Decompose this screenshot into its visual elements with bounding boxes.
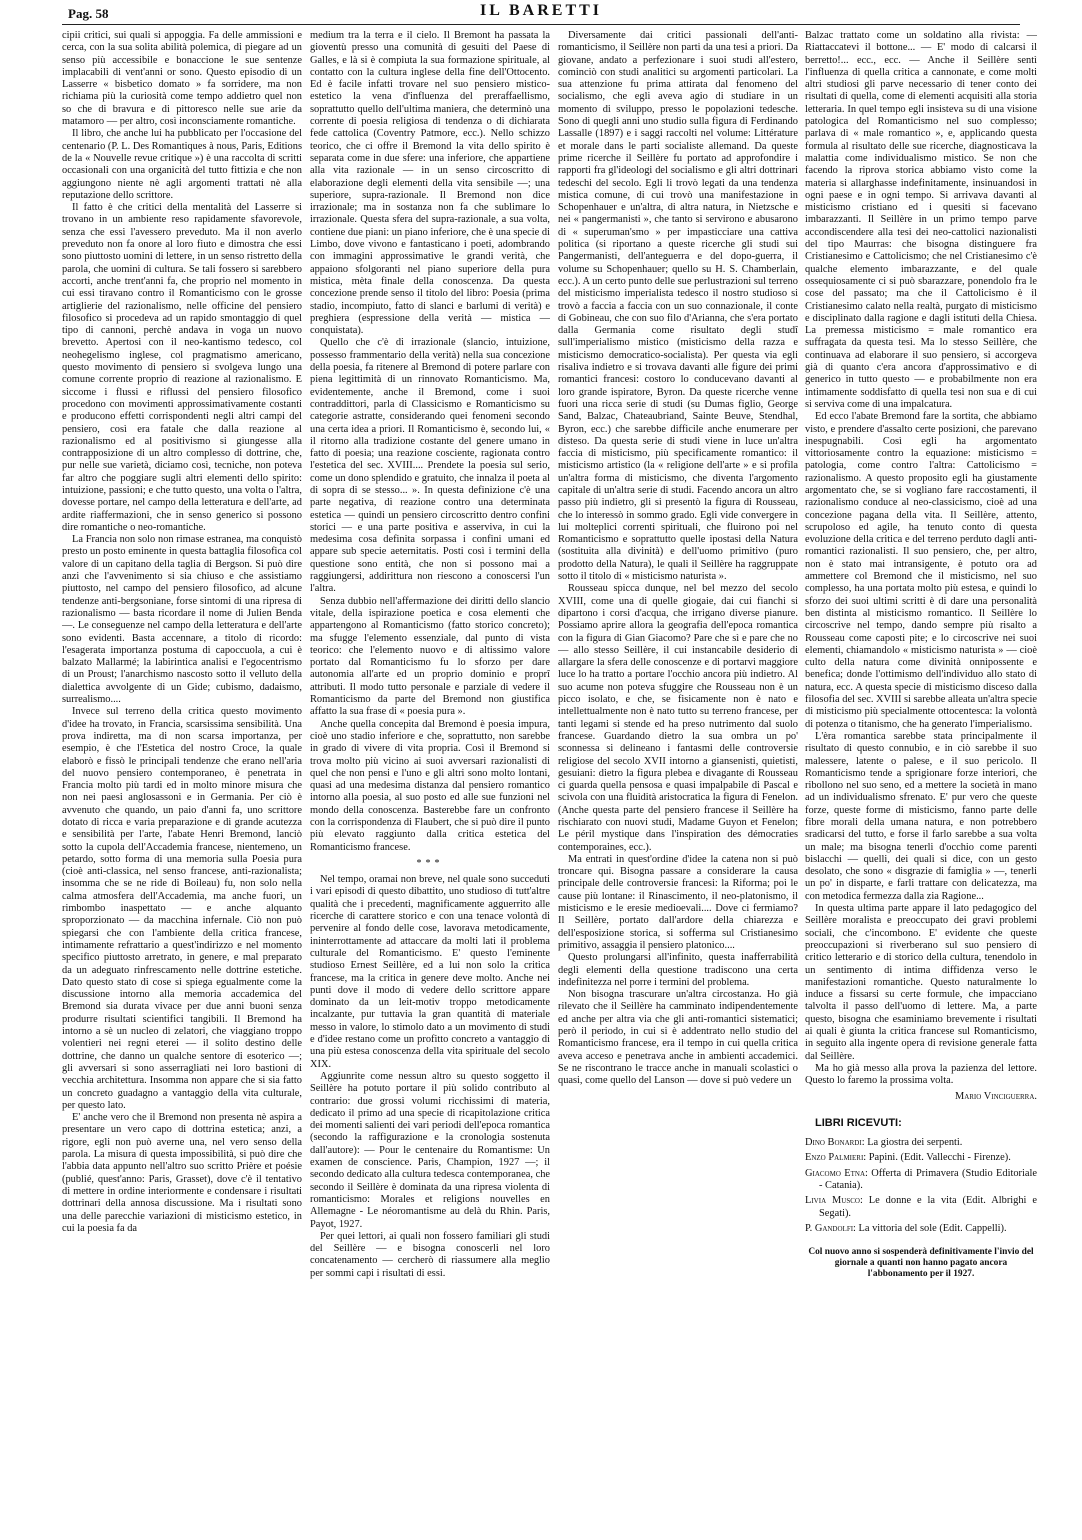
paragraph: Senza dubbio nell'affermazione dei diritti dello slancio vitale, della ispirazione poetica e cosa elementi che appartengono al Romanticismo (fatto storico concreto); ma sfugge l'elemento essenziale, dal punto di vista teorico: che l'elemento nuovo e di altissimo valore portato dal Romanticismo fu lo sforzo per dare autonomia all'arte ed un proprio dominio e proprî attributi. Il modo tutto personale e parziale di vedere il Romanticismo da parte del Bremond non giustifica affatto la sua frase di « poesia pura ».: [310, 595, 550, 718]
paragraph: cipii critici, sui quali si appoggia. Fa delle ammissioni e cerca, con la sua solita abilità polemica, di piegare ad un senso più accessibile e bonaccione le sue sentenze implacabili di vent'anni or sono. Questo episodio di un Lasserre « bisbetico domato » fa sorridere, ma non richiama più la curiosità come tempo addietro quel non so che di bravura e di pittoresco nelle sue arie da matamoro — per altro, così inconsciamente romantiche.: [62, 30, 302, 128]
paragraph: medium tra la terra e il cielo. Il Bremont ha passata la gioventù presso una comunità di gesuiti del Paese di Galles, e là si è compiuta la sua formazione spirituale, al contatto con la cultura inglese della fine dell'Ottocento. Ed è facile infatti trovare nel suo pensiero mistico-estetico la vena d'influenza del preraffaellismo, soprattutto quello dell'ultima maniera, che determinò una corrente di poesia religiosa di tendenza o di dichiarata fede cattolica (Coventry Patmore, ecc.). Nello schizzo teorico, che ci offre il Bremond la vita dello spirito è separata come in due sfere: una inferiore, che appartiene alla vita razionale — in un senso circoscritto di elaborazione degli elementi della vita sensibile —; una superiore, supra-razionale. Il Bremond non dice irrazionale; ma in sostanza non fa che sublimare lo irrazionale. Questa sfera del supra-razionale, a sua volta, contiene due piani: un piano inferiore, che è una specie di Limbo, dove vivono e fantasticano i poeti, adombrando con immagini approssimative le grandi verità, che appaiono sfolgoranti nel piano superiore della pura mistica, mèta finale della conoscenza. Da questa concezione prende senso il titolo del libro: Poesia (prima stadio, incompiuto, fatto di slanci e barlumi di verità) e preghiera (espressione della verità — mistica — conquistata).: [310, 30, 550, 337]
paragraph: In questa ultima parte appare il lato pedagogico del Seillère moralista e preoccupato dei gravi problemi sociali, che c'incombono. E' evidente che queste preoccupazioni si riverberano sul suo pensiero di critico letterario e di storico della cultura, tenendolo in un sentimento di intima diffidenza verso le manifestazioni romantiche. Questo naturalmente lo induce a fissarsi su certe formule, che impacciano talvolta il passo dell'uomo di lettere. Ma, a parte questo, bisogna che esaminiamo brevemente i risultati ai quali è giunta la critica francese sul Romanticismo, in seguito alla ingente opera di revisione generale fatta dal Seillère.: [805, 903, 1037, 1062]
column-1: [62, 30, 302, 1528]
book-entry: [805, 1195, 1037, 1220]
author-signature: Mario Vinciguerra.: [954, 1090, 1037, 1102]
book-author: Livia Musco: [805, 1195, 860, 1207]
paragraph: Il libro, che anche lui ha pubblicato per l'occasione del centenario (P. L. Des Romantiques à nous, Paris, Editions de la « Nouvelle revue critique ») è una raccolta di scritti occasionali con una organicità del tutto fittizia e che non aggiungono niente nè agli argomenti trattati nè alla reputazione dello scrittore.: [62, 128, 302, 201]
book-entry: [805, 1168, 1037, 1193]
paragraph: Ma entrati in quest'ordine d'idee la catena non si può troncare qui. Bisogna passare a considerare la causa principale delle controversie francesi: la Riforma; poi le cause più lontane: il Rinascimento, il neo-platonismo, il misticismo e le eresie medioevali.... Dove ci fermiamo? Il Seillère, portato dall'ardore della chiarezza e dell'esposizione storica, si sofferma sul Cristianesimo primitivo, assaggia il pensiero platonico....: [558, 853, 798, 951]
book-author: Dino Bonardi: [805, 1137, 862, 1149]
paragraph: Diversamente dai critici passionali dell'anti-romanticismo, il Seillère non parti da una tesi a priori. Da giovane, andato a perfezionare i suoi studi all'estero, cominciò con studi analitici su argomenti particolari. La sua attenzione fu prima attirata dal fenomeno del socialismo, che egli aveva agio di studiare in un momento di sviluppo, presso le popolazioni tedesche. Sono di quegli anni uno studio sulla figura di Ferdinando Lassalle (1897) e i saggi raccolti nel volume: Littérature et morale dans le parti socialiste allemand. Da queste prime ricerche il Seillère fu portato ad approfondire i rapporti fra gl'ideologi del socialismo e gli altri dottrinari tedeschi del secolo. Egli li trovò legati da una tendenza mistica comune, di cui trovò una manifestazione in Schopenhauer e un'altra, di altra natura, in Nietzsche e nei « pangermanisti », che tanto si servirono e abusarono di « superuman'smo » per impasticciare una cattiva politica (si riportano a queste ricerche gli studi sui Pangermanisti, dell'anteguerra e del dopo-guerra, il volume su Schopenhauer; quello su H. S. Chamberlain, ecc.). A un certo punto delle sue perlustrazioni sul terreno del misticismo imperialista tedesco il nostro studioso si trovò a faccia a faccia con un suo connazionale, il conte di Gobineau, che con suo filo d'Arianna, che s'era portato dalla Germania come risultato degli studî sull'imperialismo mistico (misticismo della razza e misticismo democratico-socialista). Per questa via egli risaliva indietro e si trovava davanti alle figure dei primi romantici francesi: costoro lo conducevano davanti al loro grande ispiratore, Byron. Da queste ricerche venne fuori una ricca serie di studi (su Dumas figlio, George Sand, Balzac, Chateaubriand, Sainte Beuve, Stendhal, Byron, ecc.) che sarebbe difficile anche enumerare per disteso. Da questa serie di studi viene in luce un'altra faccia di misticismo, più specificamente romantico: il misticismo artistico (la « religione dell'arte » e si profila un'altra forma di misticismo, che diventa l'argomento capitale di un'altra serie di studi. Facendo ancora un altro passo più indietro, gli si presentò la figura di Rousseau, che lo interessò in sommo grado. Egli vide convergere in lui molteplici correnti spirituali, che fluirono poi nel Romanticismo e soprattutto quelle ipostasi della Natura (sostituita alla divinità) e dell'uomo primitivo (puro prodotto della Natura), le quali il Seillère ha raggruppate sotto il titolo di « misticismo naturista ».: [558, 30, 798, 583]
column-3: [558, 30, 798, 1528]
book-title: : La vittoria del sole (Edit. Cappelli).: [853, 1222, 1007, 1234]
book-author: Enzo Palmieri: [805, 1152, 864, 1164]
journal-title: IL BARETTI: [479, 2, 603, 19]
paragraph: Ed ecco l'abate Bremond fare la sortita, che abbiamo visto, e prendere d'assalto certe posizioni, che parevano inespugnabili. Così egli ha argomentato vittoriosamente contro la equazione: misticismo = patologia, come contro l'altra: Cattolicismo = razionalismo. A questo proposito egli ha giustamente argomentato che, se si vogliano fare raccostamenti, il razionalismo conduce al neo-classicismo, cioè ad una concezione pagana della vita. Il Seillère, attento, scrupoloso ed agile, ha tenuto conto di questa evoluzione della critica e del terreno perduto dagli anti-romantici razionalisti. Il suo pensiero, che, per altro, non è stato mai intransigente, è potuto ora ad ammettere col Bremond che il misticismo, nel suo complesso, ha una portata molto più estesa, e quindi lo sforzo dei suoi ultimi scritti è di dare una personalità ben distinta al misticismo romantico. Il Seillère lo circoscrive nel tempo, dando sempre più risalto a Rousseau come caposti pite; e lo circoscrive nei suoi elementi, chiamandolo « misticismo naturista » — cioè culto della natura come divinità onnipossente e benefica; donde l'ottimismo dell'individuo allo stato di natura, ecc. A questa specie di misticismo disceso dalla filosofia del sec. XVIII si sarebbe alleata un'altra specie di misticismo più specialmente ottocentesca: la volontà di potenza o titanismo, che ha generato l'imperialismo.: [805, 411, 1037, 730]
book-title: : Papini. (Edit. Vallecchi - Firenze).: [863, 1152, 1011, 1164]
section-separator: ***: [416, 857, 444, 869]
paragraph: Non bisogna trascurare un'altra circostanza. Ho già rilevato che il Seillère ha camminato indipendentemente ed anche per altra via che gli anti-romantici sistematici; però il periodo, in cui si è addentrato nello studio del Romanticismo francese, era il tempo in cui quella critica aveva acceso e penetrava anche in ambienti accademici. Se ne riscontrano le tracce anche in manuali scolastici o quasi, come quello del Lanson — dove si può vedere un: [558, 989, 798, 1087]
book-author: P. Gandolfi: [805, 1222, 854, 1234]
page-number: Pag. 58: [68, 6, 109, 21]
paragraph: Per quei lettori, ai quali non fossero familiari gli studi del Seillère — e bisogna conoscerli nel loro concatenamento — cercherò di riassumere alla meglio per sommi capi i risultati di essi.: [310, 1230, 550, 1279]
paragraph: Questo prolungarsi all'infinito, questa inafferrabilità degli elementi della questione tradiscono una certa indefinitezza nel porre i termini del problema.: [558, 952, 798, 988]
paragraph: Invece sul terreno della critica questo movimento d'idee ha trovato, in Francia, scarsissima sensibilità. Una prova indiretta, ma di non scarsa importanza, per esempio, è che l'Estetica del nostro Croce, la quale elaborò e fissò le principali tendenze che erano nell'aria del nuovo pensiero contemporaneo, è penetrata in Francia molto più tardi ed in molto minore misura che non nei paesi anglosassoni e in Germania. Per ciò è avvenuto che quando, un paio d'anni fa, uno scrittore dotato di ricca e varia preparazione e di grande acutezza e sensibilità per l'arte, l'abate Henri Bremond, lanciò sotto la cupola dell'Accademia francese, nientemeno, un petardo, sotto forma di una memoria sulla Poesia pura (cioè anti-classica, nel senso francese, anti-razionalista; insomma che se ne ride di Boileau) fu, non solo nella calma atmosfera dell'Accademia, ma anche fuori, un rimbombo inaspettato — e anche alquanto sproporzionato — da macchina infernale. Ciò non può spiegarsi che con l'ambiente della critica francese, intimamente refrattario a quest'indirizzo e nel momento specifico piuttosto arretrato, in genere, e mal preparato da un adeguato rinfrescamento nelle dottrine estetiche. Dato questo stato di cose si spiega egualmente come la discussione intorno alla memoria accademica del Bremond sia durata vivace per due anni buoni senza produrre risultati scientifici tangibili. Il Bremond ha intorno a sè un nucleo di zelatori, che viaggiano troppo volentieri nei regni eterei — il solito destino delle dottrine, che danno un qualche sentore di esoterico —; gli avversari si sono asserragliati nei loro bastioni di vecchia architettura. Insomma non appare che si sia fatto un concreto guadagno a vantaggio della vita culturale, per questo lato.: [62, 706, 302, 1111]
paragraph: Quello che c'è di irrazionale (slancio, intuizione, possesso frammentario della verità) nella sua concezione della poesia, fa ritenere al Bremond di potere parlare con piena legittimità di un rinnovato Romanticismo. Ma, evidentemente, anche il Bremond, come i suoi contraddittori, parla di Classicismo e Romanticismo su categorie astratte, considerando quei fenomeni secondo una certa idea a priori. Il Romanticismo è, secondo lui, « il ritorno alla tradizione costante del genere umano in fatto di poesia; una reazione cosciente, ragionata contro l'estetica del sec. XVIII.... Prendete la poesia sul serio, come un dono splendido e gratuito, che innalza il poeta al di sopra di se stesso... ». In questa definizione c'è una parte negativa, di reazione contro una determinata estetica — quindi un pensiero circoscritto dentro confini storici — e una parte positiva e asserviva, in cui la medesima cosa definita sorpassa i confini umani ed appare sub specie aeternitatis. Posti così i termini della questione sono entità, che non si possono mai a raggiungersi, addirittura non riescono a conoscersi l'un l'altra.: [310, 337, 550, 595]
paragraph: E' anche vero che il Bremond non presenta nè aspira a presentare un vero capo di dottrina estetica; anzi, a rigore, egli non può averne una, nel vero senso della parola. La misura di questa impossibilità, si può dire che l'abbia data appunto nell'altro suo scritto Prière et poésie (publié, quest'anno: Paris, Grasset), dove c'è il tentativo di mettere in ordine interiormente e condensare i risultati dottrinari della annosa discussione. Ma i risultati sono una delle parecchie variazioni di misticismo estetico, in cui la poesia fa da: [62, 1112, 302, 1234]
books-received-heading: LIBRI RICEVUTI:: [815, 1116, 902, 1129]
subscription-notice: Col nuovo anno si sospenderà definitivamente l'invio del giornale a quanti non hanno pagato ancora l'abbonamento per il 1927.: [808, 1247, 1034, 1280]
column-4: [805, 30, 1037, 1528]
book-title: : La giostra dei serpenti.: [861, 1137, 963, 1149]
paragraph: Anche quella concepita dal Bremond è poesia impura, cioè uno stadio inferiore e che, soprattutto, non sarebbe in grado di vivere di vita propria. Così il Bremond si trova molto più vicino ai suoi avversari razionalisti di quel che non pensi e l'uno e gli altri sono molto lontani, quasi ad una medesima distanza dal pensiero romantico intorno alla poesia, al suo posto ed alle sue funzioni nel mondo della conoscenza. Basterebbe fare un confronto con la corrispondenza di Flaubert, che si può dire il punto più elevato raggiunto dalla critica estetica del Romanticismo francese.: [310, 718, 550, 853]
paragraph: Ma ho già messo alla prova la pazienza del lettore. Questo lo faremo la prossima volta.: [805, 1062, 1037, 1087]
paragraph: Balzac trattato come un soldatino alla rivista: — Riattaccatevi il bottone... — E' modo di calcarsi il berretto!... ecc., ecc. — Anche il Seillère sentì l'influenza di quella critica a cannonate, e come molti altri studiosi gli parve necessario di tener conto dei risultati di quella, come di elementi acquisiti alla storia letteraria. In quel tempo egli insisteva su di una visione patologica del Romanticismo nel suo complesso; parlava di « male romantico », e, applicando questa formula al risultato delle sue ricerche, diagnosticava la malattia come individualismo mistico. Se non che facendo la riprova storica abbiamo visto come la materia si allarghasse indefinitamente, insinuandosi in ogni paese e in ogni tempo. Si arrivava davanti al misticismo cristiano ed i quesiti si facevano imbarazzanti. Il Seillère in un primo tempo parve accondiscendere alla tesi dei neo-cattolici nazionalisti del tipo Maurras: che bisogna distinguere fra Cristianesimo e Cattolicismo; che nel Cristianesimo c'è qualche elemento imbarazzante, e del quale ossequiosamente ci si può sbarazzare, ponendolo fra le cose del passato; ma che il Cattolicismo è il Cristianesimo calato nella realtà, purgato di misticismo e disciplinato dalla ragione e dagli istituti della Chiesa. La premessa misticismo = male romantico era suffragata da questa tesi. Ma lo stesso Seillère, che continuava ad elaborare il suo pensiero, si accorgeva già di quanto c'era ancora d'approssimativo e di generico in tutto questo — e probabilmente non era intimamente soddisfatto di quella tesi non sua e di cui si serviva come di una impalcatura.: [805, 30, 1037, 410]
paragraph: Il fatto è che critici della mentalità del Lasserre si trovano in un ambiente reso rapidamente sfavorevole, senza che essi l'avessero preveduto. Ma il non averlo preveduto non fa onore al loro fiuto e dimostra che essi sono piuttosto uomini di lettere, in un senso ristretto della parola, che uomini di cultura. Se tali fossero si sarebbero accorti, anche trent'anni fa, che proprio nel momento in cui essi tiravano contro il Romanticismo con le grosse artiglierie del razionalismo, nelle officine del pensiero filosofico si procedeva ad un rapido smontaggio di quel tipo di cannoni, perchè andava in voga un nuovo brevetto. Apertosi con il neo-kantismo tedesco, col neohegelismo inglese, col pragmatismo americano, questo movimento di pensiero si svolgeva lungo una comune corrente proprio di reazione al razionalismo. E siccome i flussi e riflussi del pensiero filosofico procedono con movimenti approssimativamente costanti e producono effetti corrispondenti negli altri campi del pensiero, così era fatale che dalla reazione al razionalismo ed al positivismo si giungesse alla contrapposizione di un altro complesso di dottrine, che, pur nelle sue varietà, diciamo così, tecniche, non poteva far altro che poggiare sugli altri elementi dello spirito: intuizione, passioni; e che tutto questo, una volta o l'altra, dovesse portare, nel campo della letteratura e dell'arte, ad ardite riaffermazioni, che in senso generico si possono dire romantiche o neo-romantiche.: [62, 202, 302, 533]
header-rule: [62, 24, 1020, 25]
paragraph: L'èra romantica sarebbe stata principalmente il risultato di questo connubio, e in ciò sarebbe il suo malessere, latente o palese, e il suo pericolo. Il Romanticismo tende a sprigionare forze interiori, che ribollono nel suo seno, ed a mettere la società in mano ad un individualismo sfrenato. E' pur vero che queste forze, queste forme di misticismo, fanno parte delle fibre morali della umana natura, e non potrebbero sradicarsi del tutto, e forse il farlo sarebbe a sua volta un male; ma bisogna tenerli d'occhio come parenti bislacchi — quelli, dei quali si dice, con un gesto desolato, che sono « disgrazie di famiglia » —, tenerli un po' in disparte, e farli trattare con delicatezza, ma con metodica fermezza dalla zia Ragione...: [805, 730, 1037, 902]
paragraph: Aggiunrite come nessun altro su questo soggetto il Seillère ha potuto portare il più solido contributo al contrario: due grossi volumi ricchissimi di materia, dedicato il primo ad una specie di ricapitolazione critica dei momenti salienti dei vari periodi dell'epoca romantica (secondo la raffigurazione e la cronologia sostenuta dall'autore): — Pour le centenaire du Romantisme: Un examen de conscience. Paris, Champion, 1927 —; il secondo dedicato alla cultura tedesca contemporanea, che secondo il Seillère è dominata da una ripresa violenta di romanticismo: Morales et religions nouvelles en Allemagne - Le néoromantisme au delà du Rhin. Paris, Payot, 1927.: [310, 1070, 550, 1230]
book-title: : Offerta di Primavera (Studio Editoriale - Catania).: [819, 1167, 1037, 1192]
paragraph: Rousseau spicca dunque, nel bel mezzo del secolo XVIII, come una di quelle giogaie, dai cui fianchi si dipartono i corsi d'acqua, che irrigano diverse pianure. Possiamo aprire allora la geografia dell'epoca romantica con la figura di Gian Giacomo? Pare che sì e pare che no — allo stesso Seillère, il cui instancabile desiderio di allargare la sfera delle conoscenze e di portarvi maggiore luce lo ha tratto a portare l'occhio ancora più indietro. Al suo acume non poteva sfuggire che Rousseau non è un picco isolato, e che, se fisicamente non è nato e intellettualmente non è nato tutto su terreno francese, per tanti legami si stende ed ha preso nutrimento dal suolo francese. Guardando dietro la sua ombra un po' sconnessa si delineano i fantasmi delle controversie religiose del secolo XVII intorno a giansenisti, quietisti, gesuiani: dietro la figura plebea e divagante di Rousseau ci guarda quella pensosa e quasi impalpabile di Pascal e scivola con una fluidità aristocratica la figura di Fenelon. (Anche questa parte del pensiero francese il Seillère ha rischiarato con nuovi studi, Madame Guyon et Fenelon; Le péril mystique dans l'inspiration des démocraties contemporaines, ecc.).: [558, 583, 798, 853]
book-entry: [805, 1223, 1037, 1235]
book-author: Giacomo Etna: [805, 1167, 866, 1179]
paragraph: Nel tempo, oramai non breve, nel quale sono succeduti i vari episodi di questo dibattito, uno studioso di tutt'altre qualità che i precedenti, magnificamente agguerrito alle ricerche di carattere storico e con una tenace volontà di pervenire al fondo delle cose, lavorava metodicamente, ininterrottamente ad attaccare da molti lati il problema culturale del Romanticismo. E' questo l'eminente studioso Ernest Seillère, ed a lui non solo la critica francese, ma la critica in genere deve molto. Anche nei punti dove il modo di vedere dello scrittore appare dominato da un leit-motiv troppo metodicamente incalzante, pur tuttavia la gran quantità di materiale messo in valore, lo stimolo dato a un movimento di studi e d'idee restano come un profitto concreto a vantaggio di una più estesa conoscenza della vita spirituale del secolo XIX.: [310, 874, 550, 1070]
book-entry: [805, 1137, 1037, 1149]
book-title: : Le donne e la vita (Edit. Albrighi e Segati).: [819, 1195, 1037, 1219]
paragraph: La Francia non solo non rimase estranea, ma conquistò presto un posto eminente in questa battaglia filosofica col valore di un capitano della taglia di Bergson. Si può dire anzi che l'avvenimento si sia chiuso e che assistiamo piuttosto, nel campo del pensiero filosofico, ad alcune tendenze anti-bergsoniane, forse sintomi di una ripresa di razionalismo — basta ricordare il nome di Julien Benda —. Le conseguenze nel campo della letteratura e dell'arte sono evidenti. Basta accennare, a titolo di ricordo: l'esagerata importanza postuma di capoccuola, a cui è balzato Mallarmé; la labirintica analisi e l'egocentrismo di un Proust; l'anarchismo nascosto sotto il velluto della dialettica avvolgente di un Gide; cubismo, dadaismo, surrealismo....: [62, 534, 302, 706]
book-entry: [805, 1152, 1037, 1164]
column-2: [310, 30, 550, 1528]
